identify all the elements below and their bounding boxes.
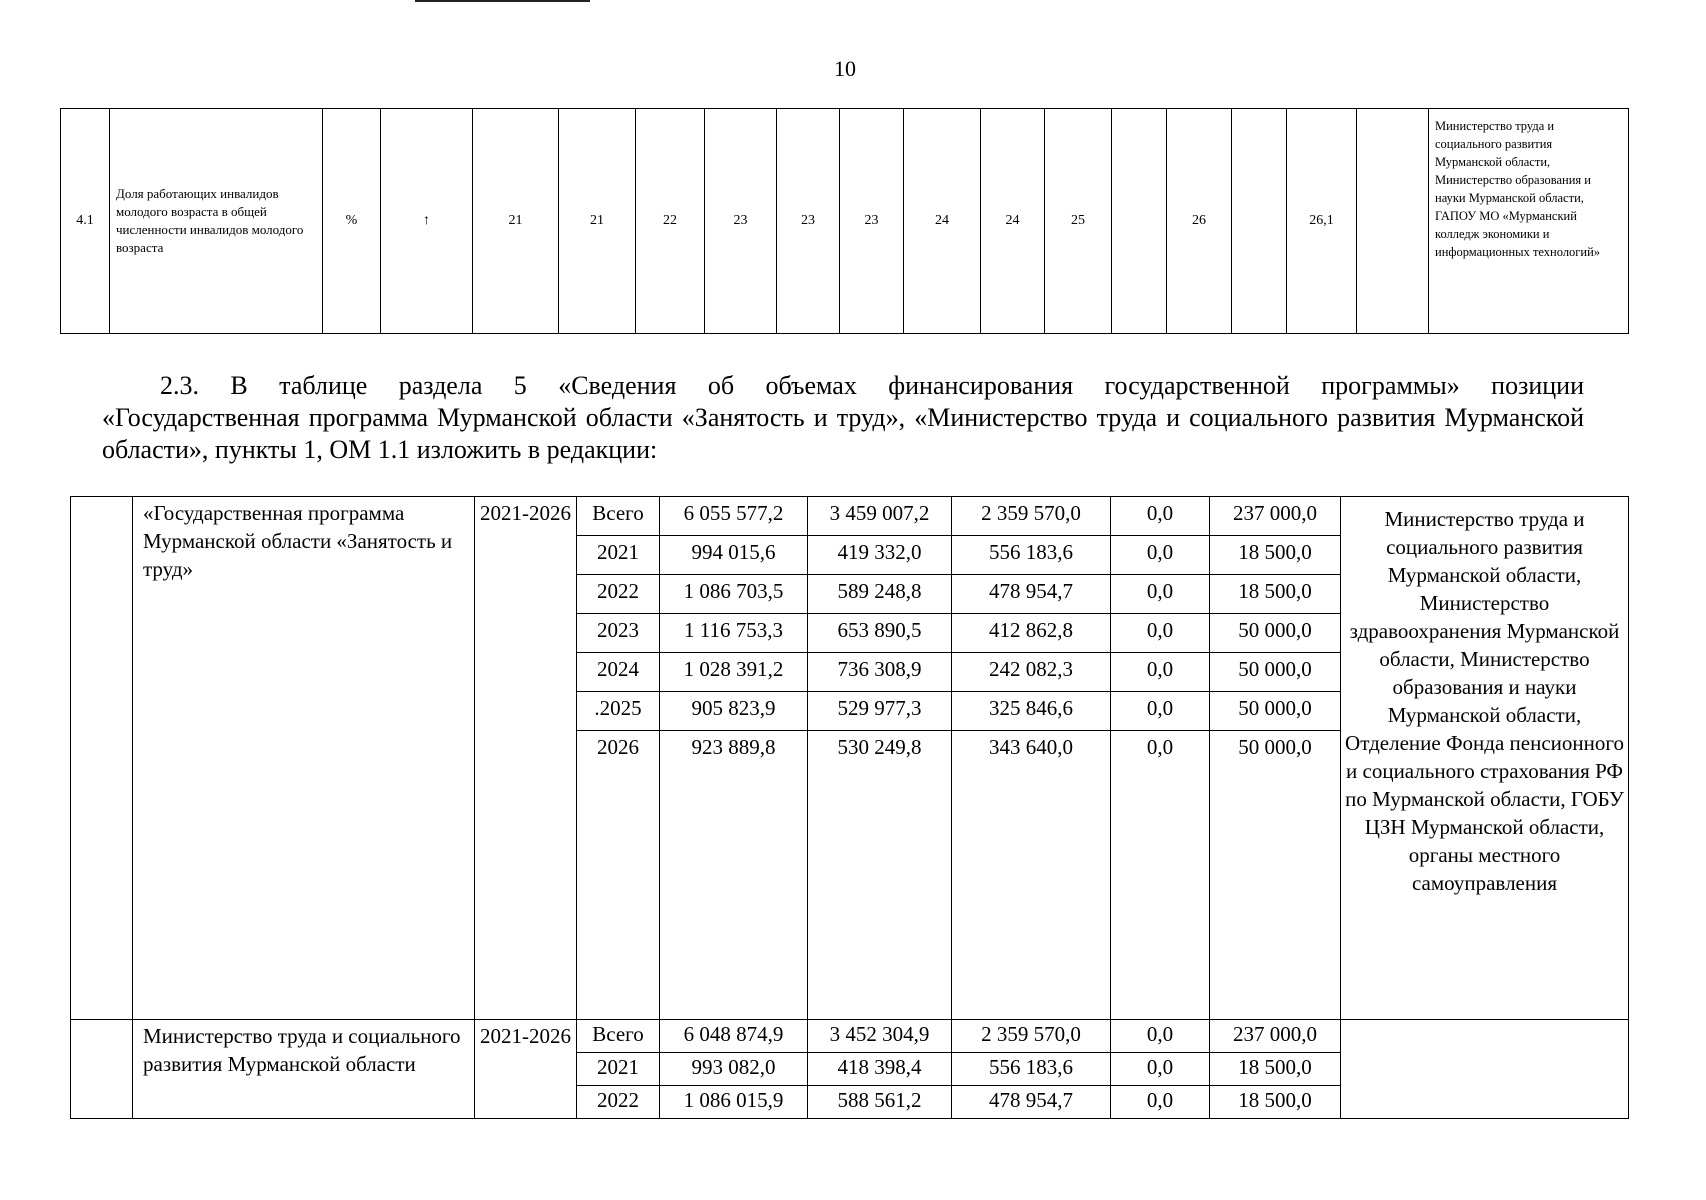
amount-cell: 419 332,0 [808, 536, 952, 575]
total-cell: 923 889,8 [660, 731, 808, 770]
year-cell: Всего [577, 1020, 660, 1053]
amount-cell: 3 459 007,2 [808, 497, 952, 536]
amount-cell: 18 500,0 [1210, 536, 1341, 575]
amount-cell: 556 183,6 [952, 536, 1111, 575]
year-cell: 2021 [577, 1053, 660, 1086]
value-cell [1232, 109, 1287, 334]
table-row [71, 497, 1629, 536]
table-row [71, 1020, 1629, 1053]
page-number: 10 [834, 56, 856, 81]
paragraph-line-1: 2.3. В таблице раздела 5 «Сведения об объемах финансирования государственной программы» позиции [160, 371, 1584, 400]
total-cell: 1 086 015,9 [660, 1086, 808, 1119]
value-cell: 21 [473, 109, 559, 334]
value-cell: 26 [1167, 109, 1232, 334]
year-cell: 2022 [577, 1086, 660, 1119]
value-cell: 24 [904, 109, 981, 334]
amount-cell: 0,0 [1111, 575, 1210, 614]
amount-cell: 478 954,7 [952, 1086, 1111, 1119]
amount-cell: 736 308,9 [808, 653, 952, 692]
program-name: «Государственная программа Мурманской области «Занятость и труд» [133, 497, 475, 1020]
amount-cell: 653 890,5 [808, 614, 952, 653]
year-cell: 2022 [577, 575, 660, 614]
blank-cell [71, 1020, 133, 1119]
blank-cell [71, 497, 133, 1020]
amount-cell: 237 000,0 [1210, 1020, 1341, 1053]
amount-cell: 18 500,0 [1210, 1086, 1341, 1119]
value-cell: 25 [1045, 109, 1112, 334]
total-cell: 905 823,9 [660, 692, 808, 731]
filler-cell [660, 769, 808, 1020]
amount-cell: 588 561,2 [808, 1086, 952, 1119]
unit-cell: % [323, 109, 381, 334]
value-cell: 24 [981, 109, 1045, 334]
total-cell: 6 055 577,2 [660, 497, 808, 536]
amount-cell: 529 977,3 [808, 692, 952, 731]
program-period: 2021-2026 [475, 497, 577, 1020]
amount-cell: 50 000,0 [1210, 614, 1341, 653]
ministry-period: 2021-2026 [475, 1020, 577, 1119]
amount-cell: 2 359 570,0 [952, 497, 1111, 536]
total-cell: 1 116 753,3 [660, 614, 808, 653]
row-number: 4.1 [61, 109, 110, 334]
responsible-cell-empty [1341, 1020, 1629, 1119]
total-cell: 6 048 874,9 [660, 1020, 808, 1053]
amount-cell: 530 249,8 [808, 731, 952, 770]
amount-cell: 0,0 [1111, 692, 1210, 731]
amount-cell: 418 398,4 [808, 1053, 952, 1086]
responsible-cell: Министерство труда и социального развития Мурманской области, Министерство образования и науки Мурманской области, ГАПОУ МО «Мурманский колледж экономики и информационных технологий» [1429, 109, 1629, 334]
total-cell: 1 028 391,2 [660, 653, 808, 692]
paragraph-rest: «Государственная программа Мурманской области «Занятость и труд», «Министерство труда и социального развития Мурманской области», пункты 1, ОМ 1.1 изложить в редакции: [102, 403, 1584, 464]
amount-cell: 0,0 [1111, 614, 1210, 653]
amount-cell: 50 000,0 [1210, 731, 1341, 770]
total-cell: 1 086 703,5 [660, 575, 808, 614]
filler-cell [1111, 769, 1210, 1020]
indicator-table [60, 108, 1629, 334]
amount-cell: 18 500,0 [1210, 575, 1341, 614]
total-cell: 994 015,6 [660, 536, 808, 575]
amount-cell: 343 640,0 [952, 731, 1111, 770]
amount-cell: 0,0 [1111, 536, 1210, 575]
year-cell: 2026 [577, 731, 660, 770]
year-cell: Всего [577, 497, 660, 536]
amount-cell: 50 000,0 [1210, 692, 1341, 731]
financing-table [70, 496, 1629, 1119]
total-cell: 993 082,0 [660, 1053, 808, 1086]
amount-cell: 556 183,6 [952, 1053, 1111, 1086]
filler-cell [1210, 769, 1341, 1020]
direction-cell: ↑ [381, 109, 473, 334]
amount-cell: 0,0 [1111, 1020, 1210, 1053]
filler-cell [808, 769, 952, 1020]
amount-cell: 2 359 570,0 [952, 1020, 1111, 1053]
year-cell: .2025 [577, 692, 660, 731]
top-rule [415, 0, 590, 2]
value-cell: 21 [559, 109, 636, 334]
ministry-name: Министерство труда и социального развития Мурманской области [133, 1020, 475, 1119]
value-cell: 26,1 [1287, 109, 1357, 334]
amount-cell: 0,0 [1111, 653, 1210, 692]
amount-cell: 0,0 [1111, 497, 1210, 536]
value-cell: 23 [840, 109, 904, 334]
amount-cell: 478 954,7 [952, 575, 1111, 614]
value-cell: 22 [636, 109, 705, 334]
indicator-row [61, 109, 1629, 334]
amount-cell: 589 248,8 [808, 575, 952, 614]
value-cell: 23 [705, 109, 777, 334]
year-cell: 2024 [577, 653, 660, 692]
amount-cell: 18 500,0 [1210, 1053, 1341, 1086]
amount-cell: 325 846,6 [952, 692, 1111, 731]
amount-cell: 237 000,0 [1210, 497, 1341, 536]
amount-cell: 3 452 304,9 [808, 1020, 952, 1053]
amendment-paragraph [102, 370, 1584, 466]
filler-cell [577, 769, 660, 1020]
amount-cell: 0,0 [1111, 731, 1210, 770]
indicator-name: Доля работающих инвалидов молодого возраста в общей численности инвалидов молодого возраста [110, 109, 323, 334]
value-cell [1112, 109, 1167, 334]
amount-cell: 412 862,8 [952, 614, 1111, 653]
year-cell: 2023 [577, 614, 660, 653]
filler-cell [952, 769, 1111, 1020]
value-cell [1357, 109, 1429, 334]
amount-cell: 0,0 [1111, 1053, 1210, 1086]
year-cell: 2021 [577, 536, 660, 575]
amount-cell: 50 000,0 [1210, 653, 1341, 692]
amount-cell: 242 082,3 [952, 653, 1111, 692]
amount-cell: 0,0 [1111, 1086, 1210, 1119]
responsible-cell: Министерство труда и социального развития Мурманской области, Министерство здравоохранения Мурманской области, Министерство образования и науки Мурманской области, Отделение Фонда пенсионного и социального страхования РФ по Мурманской области, ГОБУ ЦЗН Мурманской области, органы местного самоуправления [1341, 497, 1629, 1020]
value-cell: 23 [777, 109, 840, 334]
